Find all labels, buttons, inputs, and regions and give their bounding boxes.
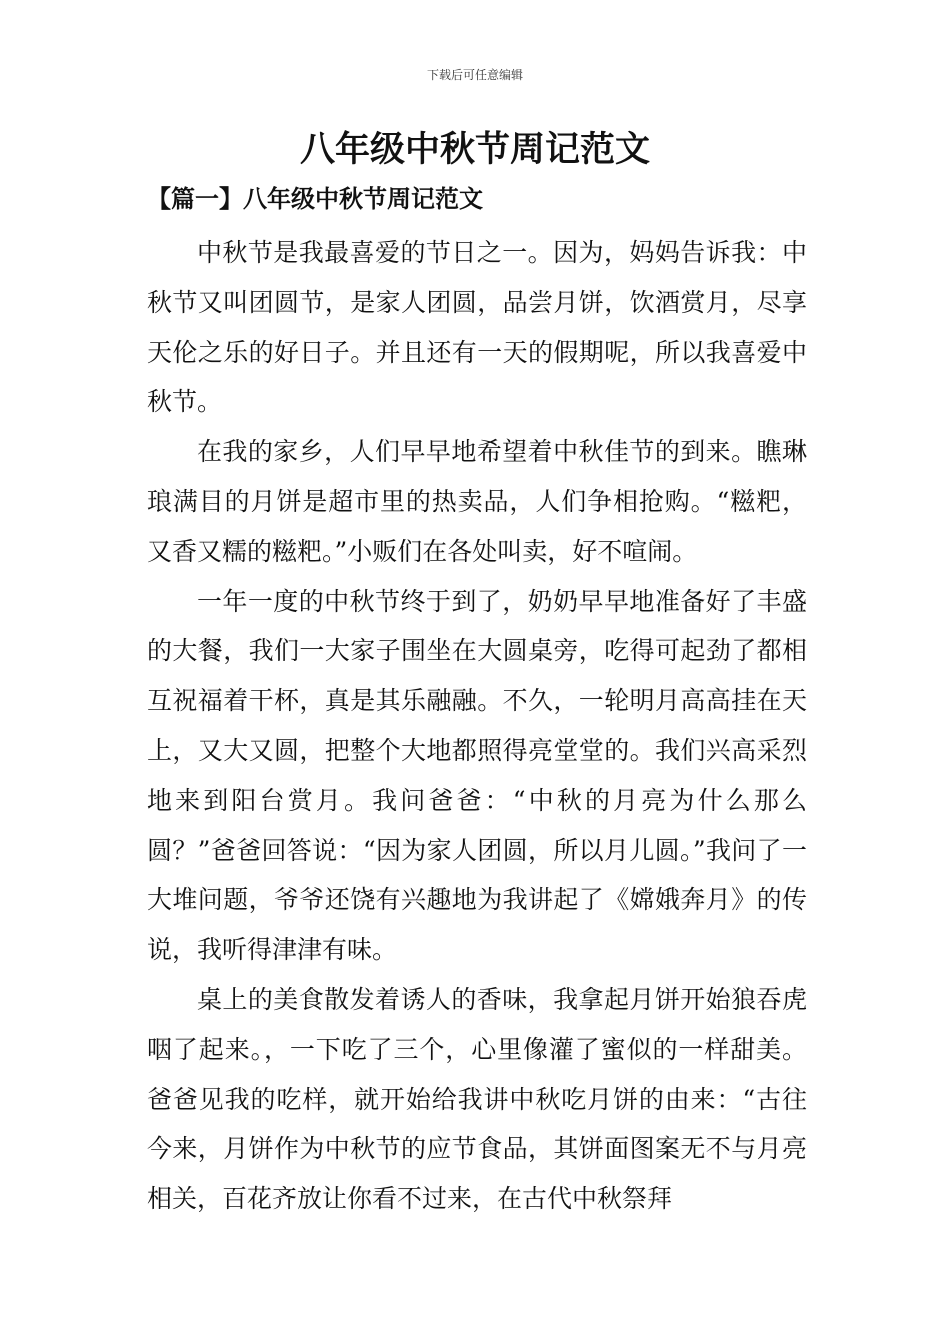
paragraph-3: 一年一度的中秋节终于到了，奶奶早早地准备好了丰盛的大餐，我们一大家子围坐在大圆桌旁，吃得可起劲了都相互祝福着干杯，真是其乐融融。不久，一轮明月高高挂在天上，又大又圆，把整个大地都照得亮堂堂的。我们兴高采烈地来到阳台赏月。我问爸爸：“中秋的月亮为什么那么圆？”爸爸回答说：“因为家人团圆，所以月儿圆。”我问了一大堆问题，爷爷还饶有兴趣地为我讲起了《嫦娥奔月》的传说，我听得津津有味。 [147, 586, 807, 965]
paragraph-1: 中秋节是我最喜爱的节日之一。因为，妈妈告诉我：中秋节又叫团圆节，是家人团圆，品尝月饼，饮酒赏月，尽享天伦之乐的好日子。并且还有一天的假期呢，所以我喜爱中秋节。 [147, 238, 807, 417]
paragraph-4: 桌上的美食散发着诱人的香味，我拿起月饼开始狼吞虎咽了起来。，一下吃了三个，心里像灌了蜜似的一样甜美。爸爸见我的吃样，就开始给我讲中秋吃月饼的由来：“古往今来，月饼作为中秋节的应节食品，其饼面图案无不与月亮相关，百花齐放让你看不过来，在古代中秋祭拜 [147, 984, 807, 1214]
paragraph-2: 在我的家乡，人们早早地希望着中秋佳节的到来。瞧琳琅满目的月饼是超市里的热卖品，人们争相抢购。“糍粑，又香又糯的糍粑。”小贩们在各处叫卖，好不喧闹。 [147, 437, 807, 566]
document-body [147, 228, 807, 1224]
section-heading: 【篇一】八年级中秋节周记范文 [147, 184, 483, 213]
document-title: 八年级中秋节周记范文 [299, 130, 650, 170]
header-note: 下载后可任意编辑 [426, 68, 523, 82]
